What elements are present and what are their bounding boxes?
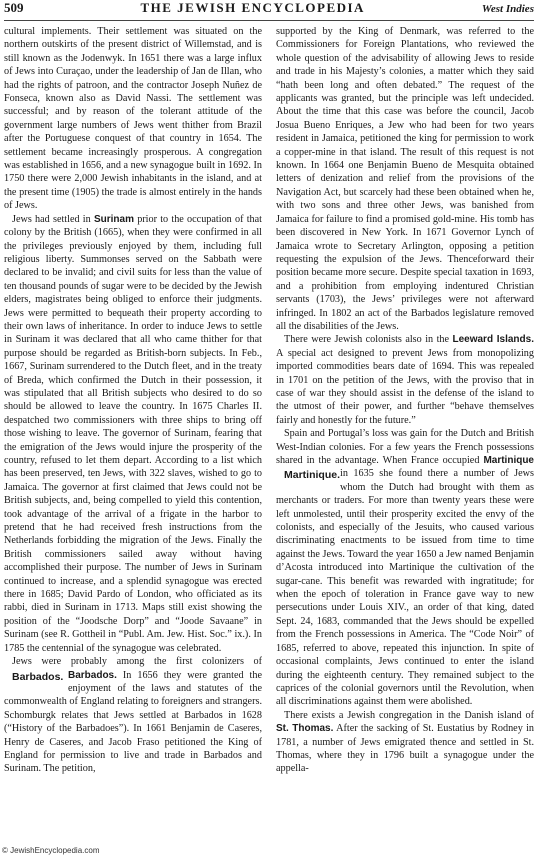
- paragraph-martinique-lead: Spain and Portugal’s loss was gain for the Dutch and British West-Indian colonies. For a few years the French possessions shared in the advantage. When France occupied: [276, 428, 534, 466]
- paragraph-leeward-body: A special act designed to prevent Jews from monopolizing imported commodities bears date of 1694. This was repealed in 1701 on the petition of the Jews, with the proviso that in case of war they should assist in the defense of the island to the utmost of their power, and further “behave themselves fairly and honestly for the future.”: [276, 347, 534, 426]
- paragraph-barbados: [4, 655, 262, 776]
- side-heading-martinique: Martinique.: [284, 469, 341, 482]
- keyword-st-thomas: St. Thomas.: [276, 723, 334, 735]
- paragraph-barbados-continued: supported by the King of Denmark, was referred to the Commissioners for Foreign Plantations, who reviewed the whole question of the advisability of allowing Jews to reside and trade in his Majesty’s colonies, a matter which they said “hath been long and often debated.” The request of the applicants was granted, but the principle was left undecided. About the time that this case was before the council, Jacob Josua Bueno Enriques, a Jew who had been for two years resident in Jamaica, petitioned the king for permission to work a copper-mine in that island. The result of this request is not known. In 1664 one Benjamin Bueno de Mesquita obtained letters of denization and relief from the provisions of the Navigation Act, but scarcely had these been obtained when he, with two sons and three other Jews, was banished from Jamaica for failure to find a promised gold-mine. His tomb has been discovered in New York. In 1671 Governor Lynch of Jamaica wrote to Secretary Arlington, opposing a petition requesting the expulsion of the Jews. Thenceforward their position became more secure. Despite special taxation in 1693, and a prohibition from employing indentured Christian servants (1703), the Jews’ privileges were not afterward infringed. In 1802 an act of the Barbados legislature removed all the disabilities of the Jews.: [276, 26, 534, 332]
- paragraph-leeward-islands: [276, 333, 534, 427]
- page-number: 509: [4, 0, 24, 15]
- paragraph-martinique-body: in 1635 she found there a number of Jews whom the Dutch had brought with them as merchants or traders. For more than twenty years these were left unmolested, until their prosperity excited the envy of the colonists, and especially of the Jesuits, who caused various discriminating enactments to be issued from time to time against the Jews. Toward the year 1650 a Jew named Benjamin d’Acosta introduced into Martinique the cultivation of the sugar-cane. This benefit was rewarded with ingratitude; for when the epoch of toleration in France gave way to new persecutions under Louis XIV., an order of that king, dated Sept. 24, 1683, commanded that the Jews should be expelled from the French possessions in America. The “Code Noir” of 1685, referred to above, repeated this injunction. In spite of occasional complaints, Jews continued to enter the island during the eighteenth century. They remained subject to the caprices of the colonial governors until the Revolution, when all discriminations against them were abolished.: [276, 468, 534, 708]
- page-header: [4, 0, 534, 21]
- paragraph-st-thomas: [276, 709, 534, 776]
- running-title: THE JEWISH ENCYCLOPEDIA: [140, 0, 365, 15]
- keyword-surinam: Surinam: [93, 213, 134, 225]
- paragraph-curacao: cultural implements. Their settlement was situated on the northern outskirts of the present district of Willemstad, and is still known as the Jodenwyk. In 1651 there was a large influx of Jews into Curaçao, under the leadership of Jan de Illan, who had the rights of patroon, and the contractor Joseph Nuñez de Fonseca, known also as David Nassi. The settlement was successful; and by reason of the tolerant attitude of the government large numbers of Jews went thither from Brazil after the Portuguese conquest of that country in 1654. The settlement became increasingly prosperous. A congregation was established in 1656, and a new synagogue built in 1692. In 1750 there were 2,000 Jewish inhabitants in the island, and at the present time (1905) the trade is almost entirely in the hands of Jews.: [4, 26, 262, 212]
- left-column: [4, 25, 262, 843]
- paragraph-st-thomas-body: After the sacking of St. Eustatius by Rodney in 1781, a number of Jews emigrated thence and settled in St. Thomas, where they in 1796 built a synagogue under the appella-: [276, 723, 534, 775]
- paragraph-surinam: [4, 213, 262, 655]
- right-column: [276, 25, 534, 843]
- paragraph-leeward-lead: There were Jewish colonists also in the: [284, 334, 453, 346]
- copyright-footer: © JewishEncyclopedia.com: [2, 846, 100, 855]
- paragraph-martinique: [276, 427, 534, 709]
- paragraph-st-thomas-lead: There exists a Jewish congregation in the Danish island of: [284, 709, 534, 721]
- keyword-leeward-islands: Leeward Islands.: [452, 334, 534, 346]
- paragraph-surinam-lead: Jews had settled in: [12, 213, 94, 225]
- side-heading-barbados: Barbados.: [12, 670, 64, 683]
- keyword-martinique: Martinique: [483, 455, 534, 466]
- paragraph-surinam-body: prior to the occupation of that colony by the British (1665), when they were confirmed in all the privileges previously enjoyed by them, including full religious liberty. Summonses served on the Sabbath were declared to be invalid; and civil suits for less than the value of ten thousand pounds of sugar were to be decided by the Jewish elders, magistrates being obliged to enforce their judgments. Jews were permitted to bequeath their property according to their own laws of inheritance. In order to induce Jews to settle in Surinam it was declared that all who came thither for that purpose should be regarded as British-born subjects. In Feb., 1667, Surinam surrendered to the Dutch fleet, and in the treaty of Breda, which confirmed the Dutch in their possession, it was stipulated that all British subjects who desired to do so should be allowed to leave the country. In 1675 Charles II. despatched two commissioners with three ships to bring off those wishing to leave. The governor of Surinam, fearing that the emigration of the Jews would injure the prosperity of the country, refused to let them depart. According to a list which has been preserved, ten Jews, with 322 slaves, wished to go to Jamaica. The governor at first claimed that Jews could not be British subjects, and, being compelled to yield this contention, took advantage of the arrival of a frigate in the harbor to pretend that he had received fresh instructions from the Netherlands forbidding the migration of the Jews. Finally the British commissioners sailed away without having accomplished their purpose. The number of Jews in Surinam continued to increase, and a splendid synagogue was erected there in 1685; David Pardo of London, who officiated as its rabbi, died in Surinam in 1713. Maps still exist showing the position of the “Joodsche Dorp” and “Joode Savaane” in Surinam (see R. Gottheil in “Publ. Am. Jew. Hist. Soc.” ix.). In 1785 the centennial of the synagogue was celebrated.: [4, 213, 262, 654]
- paragraph-barbados-body: In 1656 they were granted the enjoyment of the laws and statutes of the commonwealth of England relating to foreigners and strangers. Schomburgk relates that Jews settled at Barbados in 1628 (“History of the Barbadoes”). In 1661 Benjamin de Caseres, Henry de Caseres, and Jacob Fraso petitioned the King of England for permission to live and trade in Barbados and Surinam. The petition,: [4, 669, 262, 775]
- paragraph-barbados-lead: Jews were probably among the first colonizers of: [12, 656, 262, 668]
- keyword-barbados: Barbados.: [68, 669, 117, 681]
- section-title: West Indies: [481, 3, 534, 15]
